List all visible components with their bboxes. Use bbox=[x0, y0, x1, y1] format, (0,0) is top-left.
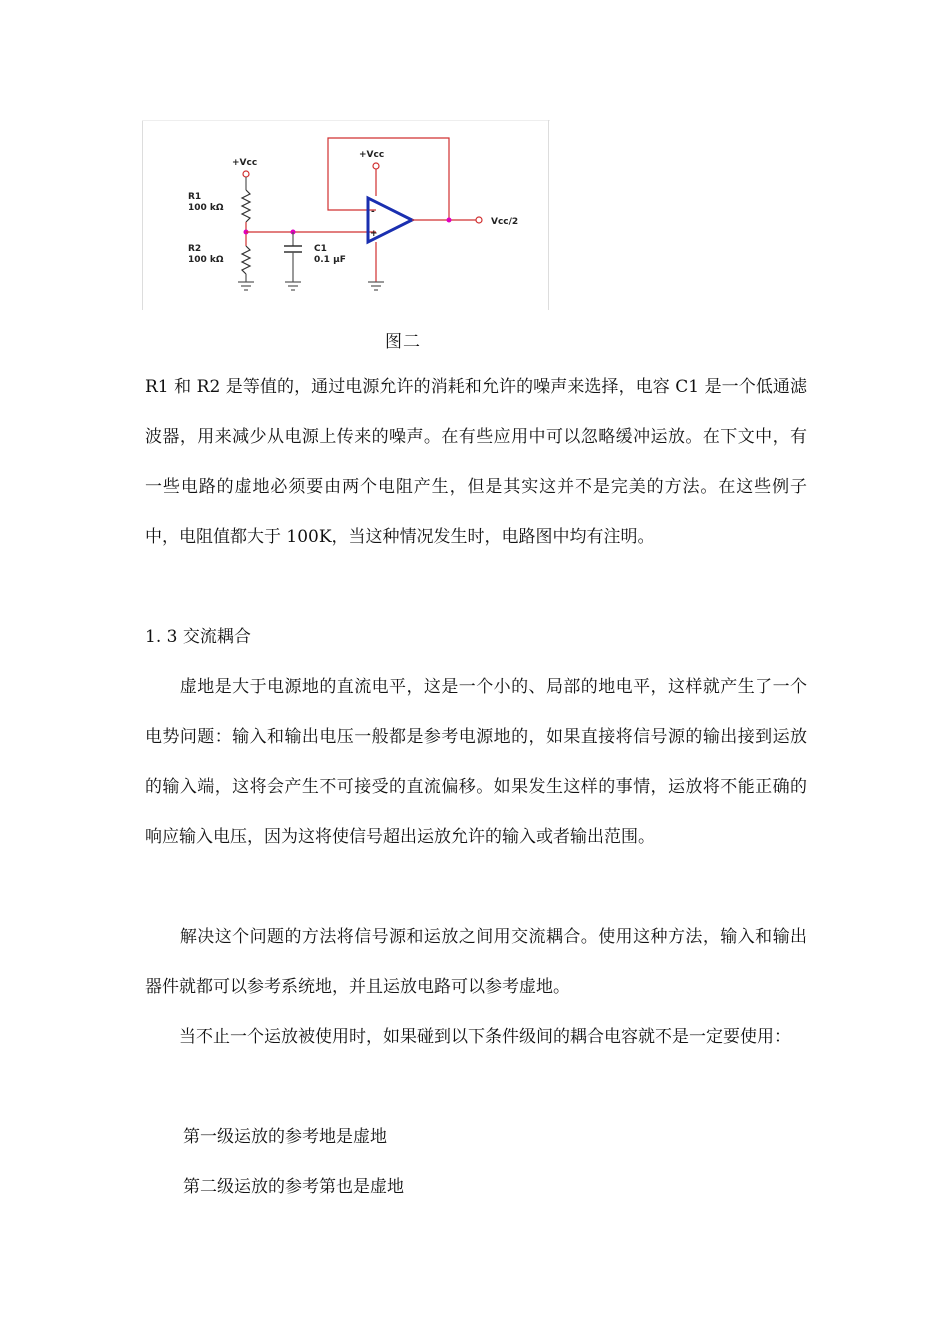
list-item-1: 第一级运放的参考地是虚地 bbox=[183, 1127, 387, 1147]
paragraph-2: 虚地是大于电源地的直流电平，这是一个小的、局部的地电平，这样就产生了一个电势问题：输入和输出电压一般都是参考电源地的，如果直接将信号源的输出接到运放的输入端，这将会产生不可接受的直流偏移。如果发生这样的事情，运放将不能正确的响应输入电压，因为这将使信号超出运放允许的输入或者输出范围。 bbox=[145, 677, 807, 847]
opamp-plus-label: + bbox=[370, 229, 378, 239]
r1-name: R1 bbox=[188, 192, 202, 202]
r1-value: 100 kΩ bbox=[188, 203, 224, 213]
vcc-label-top: +Vcc bbox=[359, 150, 385, 160]
vcc-terminal-top bbox=[373, 163, 379, 169]
output-terminal bbox=[476, 217, 482, 223]
c1-name: C1 bbox=[314, 244, 327, 254]
feedback-wire bbox=[328, 138, 449, 218]
resistor-r2 bbox=[242, 246, 250, 274]
output-node bbox=[447, 218, 452, 223]
output-label: Vcc/2 bbox=[491, 217, 519, 227]
paragraph-3: 解决这个问题的方法将信号源和运放之间用交流耦合。使用这种方法，输入和输出器件就都可以参考系统地，并且运放电路可以参考虚地。 bbox=[145, 927, 807, 997]
vcc-label-left: +Vcc bbox=[232, 158, 258, 168]
opamp-minus-label: - bbox=[371, 207, 375, 217]
ground-symbol-r2 bbox=[238, 282, 254, 290]
list-item-2: 第二级运放的参考第也是虚地 bbox=[183, 1177, 404, 1197]
r2-value: 100 kΩ bbox=[188, 255, 224, 265]
paragraph-1: R1 和 R2 是等值的，通过电源允许的消耗和允许的噪声来选择，电容 C1 是一个低通滤波器，用来减少从电源上传来的噪声。在有些应用中可以忽略缓冲运放。在下文中，有一些电路的虚地必须要由两个电阻产生，但是其实这并不是完美的方法。在这些例子中，电阻值都大于 100K，当这种情况发生时，电路图中均有注明。 bbox=[145, 377, 807, 547]
circuit-figure bbox=[142, 120, 550, 310]
r2-name: R2 bbox=[188, 244, 202, 254]
paragraph-4: 当不止一个运放被使用时，如果碰到以下条件级间的耦合电容就不是一定要使用： bbox=[145, 1027, 791, 1047]
resistor-r1 bbox=[242, 190, 250, 222]
vcc-terminal-left bbox=[243, 171, 249, 177]
ground-symbol-opamp bbox=[368, 282, 384, 290]
section-heading: 1. 3 交流耦合 bbox=[145, 627, 251, 647]
capacitor-c1 bbox=[284, 246, 302, 252]
ground-symbol-c1 bbox=[285, 282, 301, 290]
figure-caption: 图二 bbox=[385, 332, 421, 352]
c1-value: 0.1 µF bbox=[314, 255, 346, 265]
